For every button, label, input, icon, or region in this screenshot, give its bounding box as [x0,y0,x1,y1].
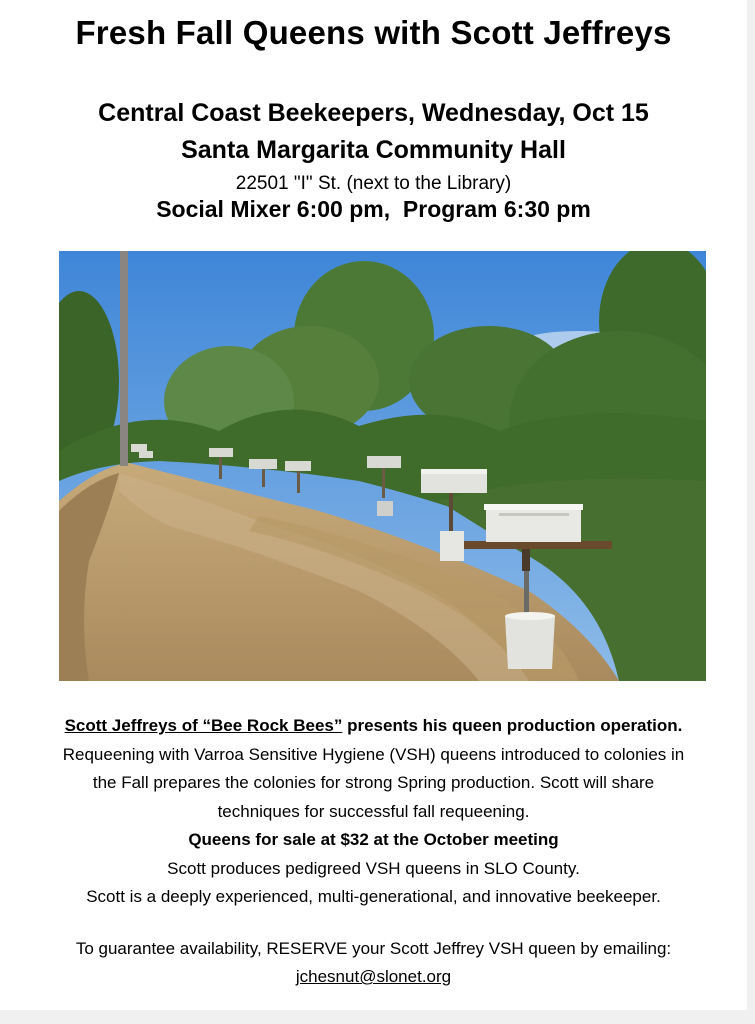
apiary-photo [59,251,706,681]
presenter-name: Scott Jeffreys of “Bee Rock Bees” [64,716,343,735]
event-address: 22501 "I" St. (next to the Library) [235,173,512,194]
flyer-title: Fresh Fall Queens with Scott Jeffreys [75,14,672,51]
event-venue: Santa Margarita Community Hall [181,136,566,164]
description-line-3: techniques for successful fall requeening. [217,801,530,821]
experience-line: Scott is a deeply experienced, multi-generational, and innovative beekeeper. [86,887,661,906]
event-times: Social Mixer 6:00 pm, Program 6:30 pm [156,196,591,222]
spacer [0,912,747,935]
description-line-1: Requeening with Varroa Sensitive Hygiene (VSH) queens introduced to colonies in [62,744,685,764]
reserve-line: To guarantee availability, RESERVE your Scott Jeffrey VSH queen by emailing: [75,938,672,958]
event-date-line: Central Coast Beekeepers, Wednesday, Oct 15 [98,99,649,127]
produces-line: Scott produces pedigreed VSH queens in SLO County. [167,858,580,878]
presenter-line [0,712,747,741]
description-block [0,712,747,992]
sale-notice: Queens for sale at $32 at the October meeting [188,830,559,849]
presenter-rest: presents his queen production operation. [342,716,683,735]
description-line-2: the Fall prepares the colonies for strong Spring production. Scott will share [92,773,655,792]
email-link[interactable]: jchesnut@slonet.org [295,967,452,986]
